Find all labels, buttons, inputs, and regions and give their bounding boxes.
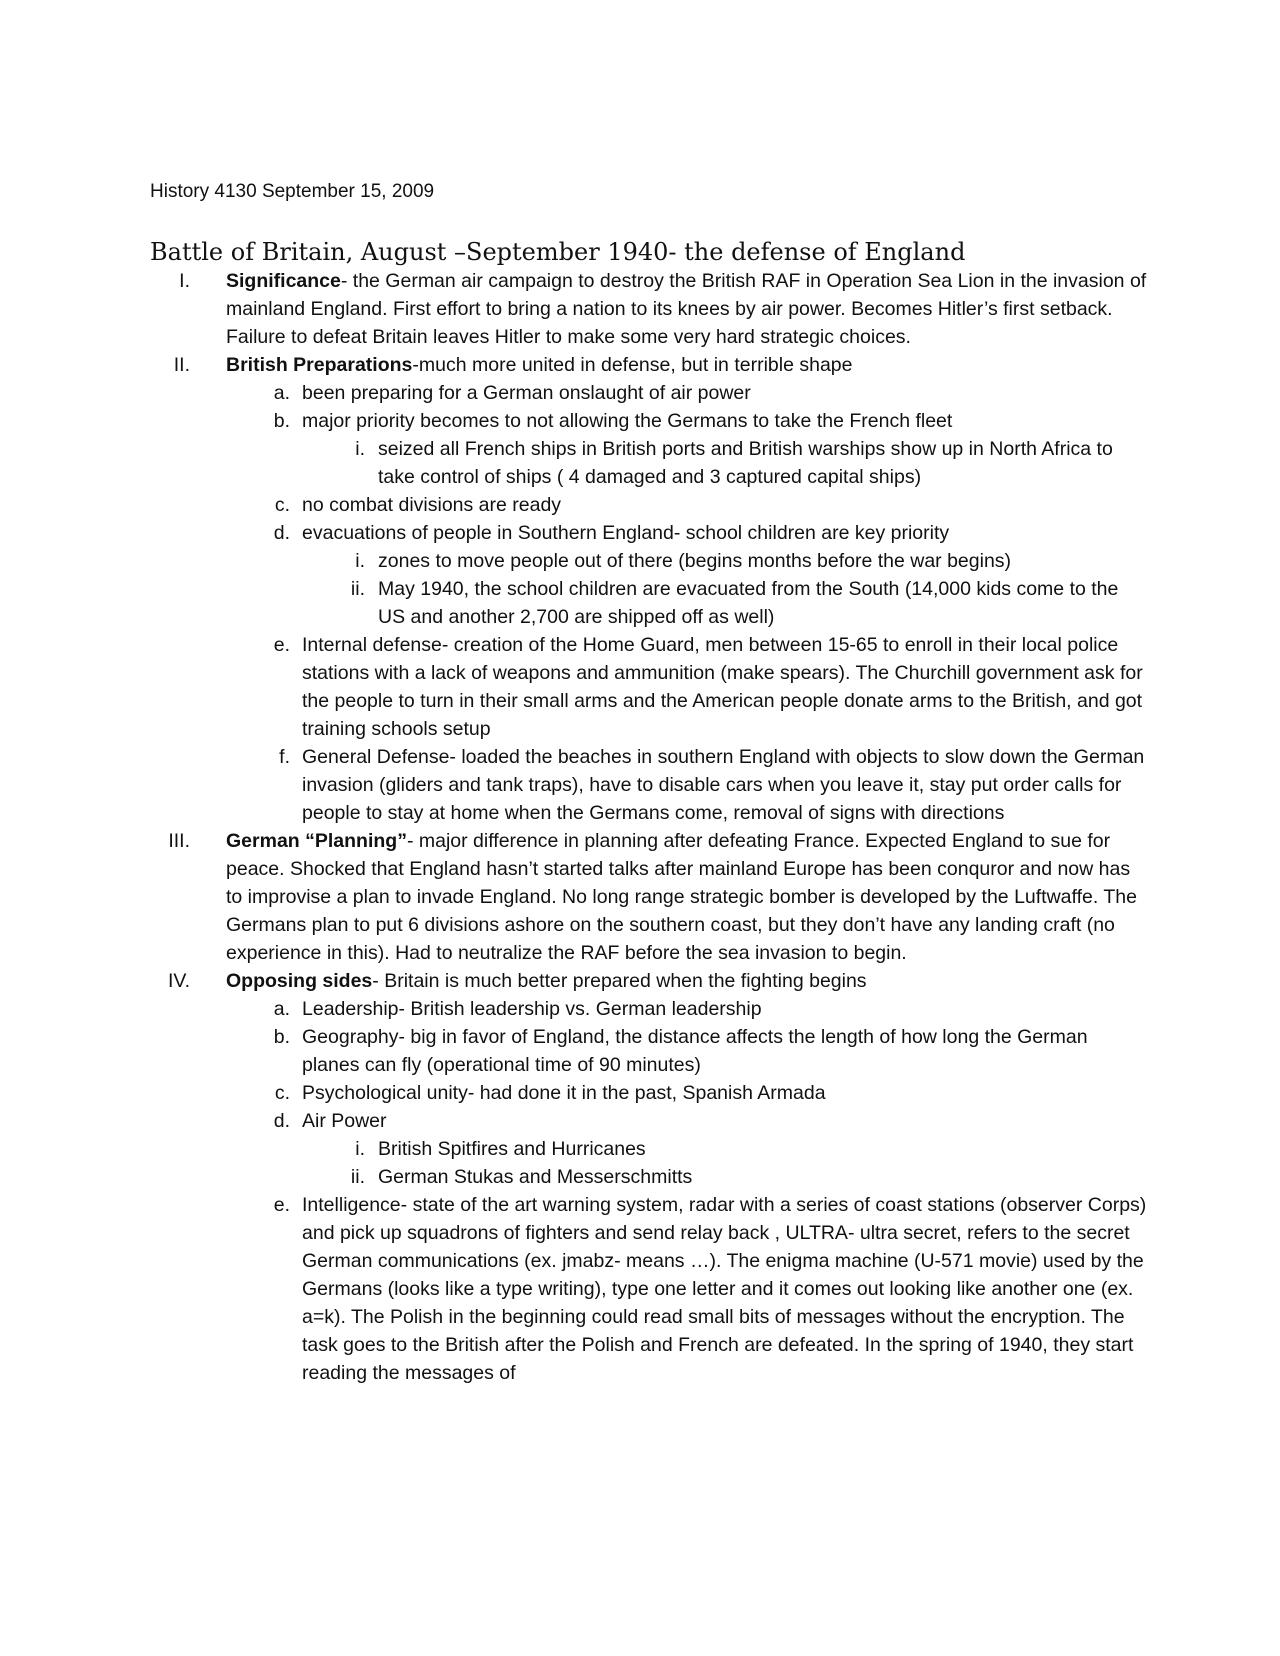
subitem-text: seized all French ships in British ports and British warships show up in North Africa to take control of ships ( 4 damaged and 3 captured capital ships) — [378, 438, 1113, 488]
outline-item — [150, 379, 1150, 407]
item-text: Intelligence- state of the art warning system, radar with a series of coast stations (observer Corps) and pick up squadrons of fighters and send relay back , ULTRA- ultra secret, refers to the secret German communications (ex. jmabz- means …). The enigma machine (U-571 movie) used by the Germans (looks like a type writing), type one letter and it comes out looking like another one (ex. a=k). The Polish in the beginning could read small bits of messages without the encryption. The task goes to the British after the Polish and French are defeated. In the spring of 1940, they start reading the messages of — [302, 1194, 1147, 1384]
subitem-text: British Spitfires and Hurricanes — [378, 1138, 646, 1160]
outline-item — [150, 995, 1150, 1023]
item-marker: d. — [273, 522, 290, 544]
item-marker: f. — [279, 746, 290, 768]
item-marker: d. — [273, 1110, 290, 1132]
subitem-marker: i. — [355, 1138, 365, 1160]
outline-subitem — [150, 575, 1150, 631]
outline-item — [150, 519, 1150, 547]
outline-subitem — [150, 435, 1150, 491]
outline-section-german-planning — [150, 827, 1150, 967]
item-marker: c. — [274, 494, 290, 516]
outline-item — [150, 1107, 1150, 1135]
outline-item — [150, 407, 1150, 435]
outline-subitem — [150, 547, 1150, 575]
section-text: - the German air campaign to destroy the British RAF in Operation Sea Lion in the invasion of mainland England. First effort to bring a nation to its knees by air power. Becomes Hitler’s first setback. Failure to defeat Britain leaves Hitler to make some very hard strategic choices. — [226, 270, 1147, 348]
subitem-text: May 1940, the school children are evacuated from the South (14,000 kids come to the US and another 2,700 are shipped off as well) — [378, 578, 1119, 628]
course-header: History 4130 September 15, 2009 — [150, 181, 435, 202]
item-text: evacuations of people in Southern England- school children are key priority — [302, 522, 950, 544]
section-heading: Opposing sides — [226, 970, 373, 992]
subitem-marker: ii. — [350, 578, 365, 600]
subitem-marker: ii. — [350, 1166, 365, 1188]
section-marker: IV. — [167, 970, 190, 992]
item-text: General Defense- loaded the beaches in southern England with objects to slow down the German invasion (gliders and tank traps), have to disable cars when you leave it, stay put order calls for people to stay at home when the Germans come, removal of signs with directions — [302, 746, 1145, 824]
outline-item — [150, 491, 1150, 519]
section-heading: British Preparations — [226, 354, 413, 376]
outline-item — [150, 1023, 1150, 1079]
outline-section-opposing-sides — [150, 967, 1150, 995]
item-text: Leadership- British leadership vs. German leadership — [302, 998, 762, 1020]
item-text: Geography- big in favor of England, the distance affects the length of how long the German planes can fly (operational time of 90 minutes) — [302, 1026, 1088, 1076]
item-marker: b. — [273, 1026, 290, 1048]
outline-item — [150, 743, 1150, 827]
item-text: been preparing for a German onslaught of air power — [302, 382, 751, 404]
outline-subitem — [150, 1135, 1150, 1163]
section-text: -much more united in defense, but in terrible shape — [412, 354, 853, 376]
subitem-marker: i. — [355, 550, 365, 572]
section-marker: I. — [179, 270, 190, 292]
item-marker: e. — [273, 1194, 290, 1216]
outline-section-significance — [150, 267, 1150, 351]
item-text: no combat divisions are ready — [302, 494, 562, 516]
item-text: major priority becomes to not allowing the Germans to take the French fleet — [302, 410, 953, 432]
section-text: - major difference in planning after defeating France. Expected England to sue for peace. Shocked that England hasn’t started talks after mainland Europe has been conquror and now has to improvise a plan to invade England. No long range strategic bomber is developed by the Luftwaffe. The Germans plan to put 6 divisions ashore on the southern coast, but they don’t have any landing craft (no experience in this). Had to neutralize the RAF before the sea invasion to begin. — [226, 830, 1137, 964]
item-marker: c. — [274, 1082, 290, 1104]
item-text: Psychological unity- had done it in the past, Spanish Armada — [302, 1082, 826, 1104]
item-text: Internal defense- creation of the Home Guard, men between 15-65 to enroll in their local police stations with a lack of weapons and ammunition (make spears). The Churchill government ask for the people to turn in their small arms and the American people donate arms to the British, and got training schools setup — [302, 634, 1143, 740]
section-marker: II. — [173, 354, 190, 376]
outline-item — [150, 1079, 1150, 1107]
page-title: Battle of Britain, August –September 1940- the defense of England — [150, 238, 966, 266]
item-marker: a. — [273, 998, 290, 1020]
item-marker: b. — [273, 410, 290, 432]
outline — [150, 267, 1150, 1387]
subitem-marker: i. — [355, 438, 365, 460]
section-heading: Significance — [226, 270, 341, 292]
item-marker: e. — [273, 634, 290, 656]
section-heading: German “Planning” — [226, 830, 407, 852]
outline-item — [150, 1191, 1150, 1387]
outline-subitem — [150, 1163, 1150, 1191]
subitem-text: German Stukas and Messerschmitts — [378, 1166, 693, 1188]
outline-item — [150, 631, 1150, 743]
subitem-text: zones to move people out of there (begins months before the war begins) — [378, 550, 1012, 572]
item-marker: a. — [273, 382, 290, 404]
item-text: Air Power — [302, 1110, 387, 1132]
section-marker: III. — [168, 830, 190, 852]
section-text: - Britain is much better prepared when the fighting begins — [372, 970, 867, 992]
outline-section-british-preparations — [150, 351, 1150, 379]
